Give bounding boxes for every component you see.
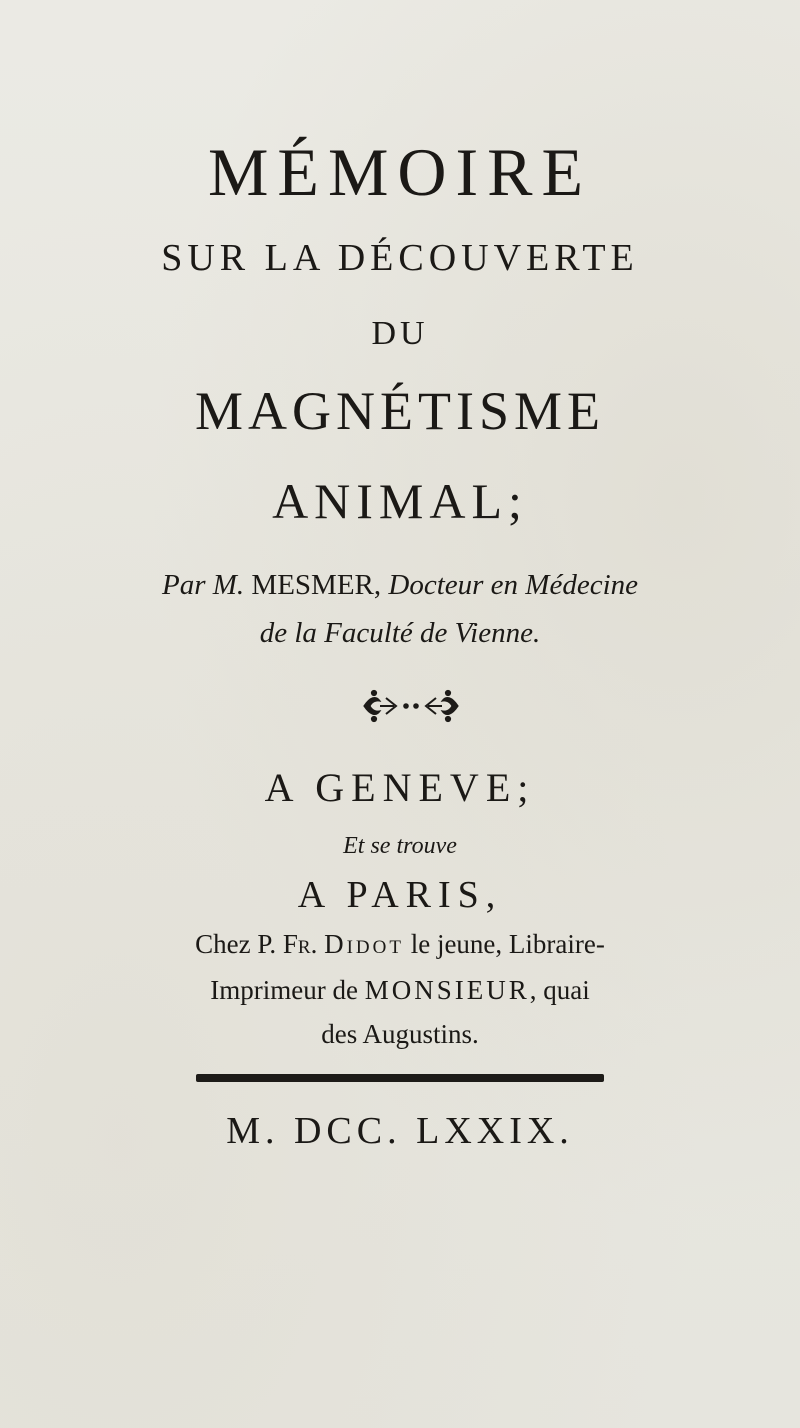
imprimeur-line [0,972,800,1008]
author-separator: , [373,569,382,601]
imprint-city: A GENEVE; [264,765,536,810]
imprint-city-2: A PARIS, [297,874,503,916]
fleuron-ornament-icon [360,683,462,729]
printer-name: Didot [324,929,404,959]
subtitle-line-3: MAGNÉTISME [195,381,605,441]
book-title: MÉMOIRE [207,134,593,210]
printer-prefix: Chez P. [195,929,277,959]
imprint-trouve: Et se trouve [343,833,457,859]
printer-suffix: le jeune, Libraire- [410,929,605,959]
author-line [0,566,800,604]
subtitle-line-1: SUR LA DÉCOUVERTE [161,237,639,279]
imprimeur-name: MONSIEUR [364,975,530,1005]
imprimeur-suffix: , quai [529,975,590,1005]
publication-date: M. DCC. LXXIX. [226,1110,574,1152]
author-name: MESMER [251,569,374,601]
subtitle-line-2: DU [371,315,429,352]
augustins-line: des Augustins. [321,1019,479,1049]
subtitle-line-4: ANIMAL; [272,473,528,529]
author-role: Docteur en Médecine [388,569,638,601]
printer-fr: Fr. [282,929,318,959]
imprimeur-prefix: Imprimeur de [210,975,358,1005]
faculty-line: de la Faculté de Vienne. [259,617,541,649]
divider-rule [196,1074,604,1082]
printer-line [0,926,800,962]
author-prefix: Par M. [161,569,245,601]
